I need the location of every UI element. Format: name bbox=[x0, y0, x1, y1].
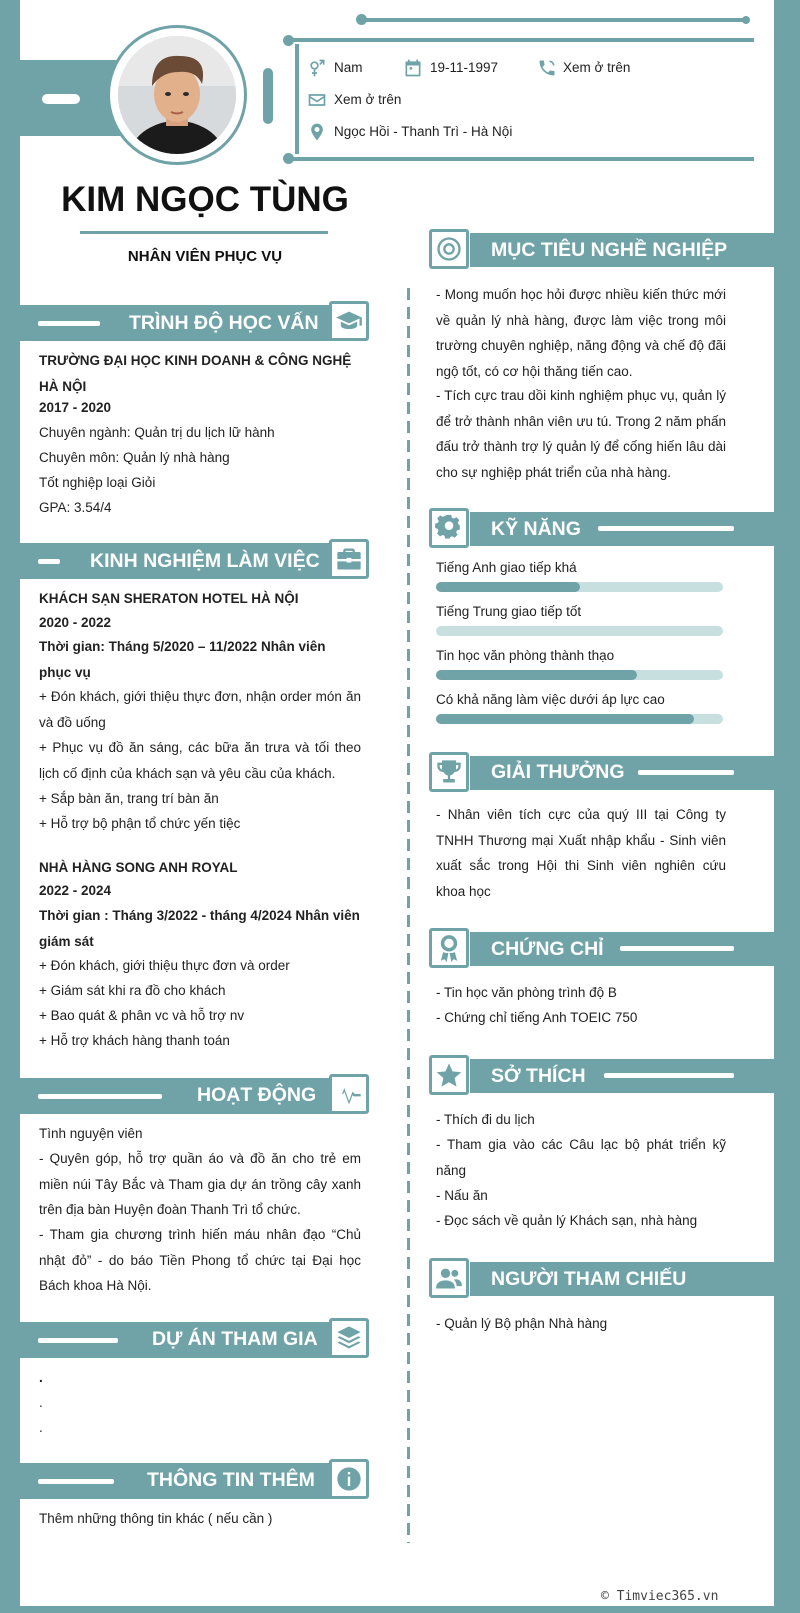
header-line-bottom bbox=[289, 157, 754, 161]
header-dot bbox=[742, 16, 750, 24]
activity-item: - Quyên góp, hỗ trợ quần áo và đồ ăn cho trẻ em miền núi Tây Bắc và Tham gia dự án trồng cây xanh trên địa bàn Huyện đoàn Thanh Trì tổ chức. bbox=[39, 1151, 361, 1217]
job-company: KHÁCH SẠN SHERATON HOTEL HÀ NỘI bbox=[39, 591, 299, 606]
references-title: NGƯỜI THAM CHIẾU bbox=[491, 1268, 687, 1290]
extra-text: Thêm những thông tin khác ( nếu cần ) bbox=[39, 1511, 273, 1526]
certificate-item: - Chứng chỉ tiếng Anh TOEIC 750 bbox=[436, 1010, 638, 1025]
header-white-line bbox=[604, 1073, 734, 1078]
info-icon bbox=[329, 1459, 369, 1499]
job-task: + Bao quát & phân vc và hỗ trợ nv bbox=[39, 1008, 245, 1023]
certificate-item: - Tin học văn phòng trình độ B bbox=[436, 985, 617, 1000]
awards-title: GIẢI THƯỞNG bbox=[491, 761, 625, 783]
heartbeat-icon bbox=[329, 1074, 369, 1114]
skill-fill bbox=[436, 670, 637, 680]
hobby-item: - Tham gia vào các Câu lạc bộ phát triển kỹ năng bbox=[436, 1137, 726, 1178]
job-task: + Giám sát khi ra đồ cho khách bbox=[39, 983, 226, 998]
activity-item: Tình nguyện viên bbox=[39, 1126, 143, 1141]
education-years: 2017 - 2020 bbox=[39, 400, 112, 415]
job-time: Thời gian: Tháng 5/2020 – 11/2022 Nhân viên phục vụ bbox=[39, 639, 326, 680]
header-white-line bbox=[38, 1094, 162, 1099]
project-item: . bbox=[39, 1420, 43, 1435]
education-grade: Tốt nghiệp loại Giỏi bbox=[39, 475, 156, 490]
job-years: 2022 - 2024 bbox=[39, 883, 112, 898]
briefcase-icon bbox=[329, 539, 369, 579]
projects-title: DỰ ÁN THAM GIA bbox=[152, 1328, 318, 1350]
frame-right bbox=[774, 0, 800, 1613]
phone-icon bbox=[537, 58, 557, 83]
certificate-icon bbox=[429, 928, 469, 968]
users-icon bbox=[429, 1258, 469, 1298]
header-dot bbox=[283, 153, 294, 164]
hobbies-title: SỞ THÍCH bbox=[491, 1065, 586, 1087]
education-specialty: Chuyên môn: Quản lý nhà hàng bbox=[39, 450, 230, 465]
phone-text: Xem ở trên bbox=[563, 60, 631, 75]
reference-item: - Quản lý Bộ phận Nhà hàng bbox=[436, 1316, 608, 1331]
header-dot bbox=[283, 35, 294, 46]
activity-item: - Tham gia chương trình hiến máu nhân đạo “Chủ nhật đỏ” - do báo Tiền Phong tổ chức tại Đại học Bách khoa Hà Nội. bbox=[39, 1227, 361, 1293]
skill-track bbox=[436, 582, 723, 592]
objective-text: - Mong muốn học hỏi được nhiều kiến thức mới về quản lý nhà hàng, được làm việc trong môi trường chuyên nghiệp, năng động và chế độ đãi ngộ tốt, có cơ hội thăng tiến cao. bbox=[436, 287, 726, 379]
email-icon bbox=[307, 90, 327, 115]
skill-track bbox=[436, 626, 723, 636]
job-company: NHÀ HÀNG SONG ANH ROYAL bbox=[39, 860, 238, 875]
candidate-name: KIM NGỌC TÙNG bbox=[61, 180, 349, 219]
watermark: © Timviec365.vn bbox=[601, 1589, 719, 1604]
header-line-top bbox=[362, 18, 748, 22]
frame-left bbox=[0, 0, 20, 1613]
objective-title: MỤC TIÊU NGHỀ NGHIỆP bbox=[491, 239, 728, 261]
activities-title: HOẠT ĐỘNG bbox=[197, 1084, 317, 1106]
header-white-line bbox=[38, 1479, 114, 1484]
job-years: 2020 - 2022 bbox=[39, 615, 112, 630]
column-divider bbox=[407, 288, 410, 1543]
avatar bbox=[118, 36, 236, 154]
gender-icon bbox=[307, 58, 327, 83]
education-gpa: GPA: 3.54/4 bbox=[39, 500, 112, 515]
header-white-line bbox=[598, 526, 734, 531]
certificates-title: CHỨNG CHỈ bbox=[491, 938, 604, 960]
header-white-line bbox=[638, 770, 734, 775]
birthday-text: 19-11-1997 bbox=[430, 60, 499, 75]
education-title: TRÌNH ĐỘ HỌC VẤN bbox=[129, 312, 319, 334]
email-text: Xem ở trên bbox=[334, 92, 402, 107]
skill-label: Tiếng Anh giao tiếp khá bbox=[436, 560, 577, 575]
extra-title: THÔNG TIN THÊM bbox=[147, 1469, 315, 1491]
job-time: Thời gian : Tháng 3/2022 - tháng 4/2024 Nhân viên giám sát bbox=[39, 908, 360, 949]
graduation-cap-icon bbox=[329, 301, 369, 341]
frame-bottom bbox=[0, 1606, 800, 1613]
header-dot bbox=[356, 14, 367, 25]
header-line-mid bbox=[289, 38, 754, 42]
skill-label: Tin học văn phòng thành thạo bbox=[436, 648, 615, 663]
header-white-line bbox=[620, 946, 734, 951]
address-text: Ngọc Hồi - Thanh Trì - Hà Nội bbox=[334, 124, 513, 139]
job-task: + Hỗ trợ bộ phận tổ chức yến tiệc bbox=[39, 816, 241, 831]
hobby-item: - Nấu ăn bbox=[436, 1188, 488, 1203]
project-item: . bbox=[39, 1370, 43, 1385]
target-icon bbox=[429, 229, 469, 269]
skill-track bbox=[436, 670, 723, 680]
skill-label: Tiếng Trung giao tiếp tốt bbox=[436, 604, 582, 619]
trophy-icon bbox=[429, 752, 469, 792]
awards-text: - Nhân viên tích cực của quý III tại Công ty TNHH Thương mại Xuất nhập khẩu - Sinh viên xuất sắc trong Hội thi Sinh viên nghiên cứu khoa học bbox=[436, 807, 726, 899]
star-icon bbox=[429, 1055, 469, 1095]
job-task: + Hỗ trợ khách hàng thanh toán bbox=[39, 1033, 230, 1048]
location-icon bbox=[307, 122, 327, 147]
header-white-line bbox=[38, 321, 100, 326]
name-underline bbox=[80, 231, 328, 234]
header-pill bbox=[263, 68, 273, 124]
job-task: + Sắp bàn ăn, trang trí bàn ăn bbox=[39, 791, 219, 806]
education-school: TRƯỜNG ĐẠI HỌC KINH DOANH & CÔNG NGHỆ HÀ NỘI bbox=[39, 353, 352, 394]
gear-icon bbox=[429, 508, 469, 548]
header-white-line bbox=[38, 559, 60, 564]
hobby-item: - Thích đi du lịch bbox=[436, 1112, 535, 1127]
job-task: + Đón khách, giới thiệu thực đơn và order bbox=[39, 958, 290, 973]
skill-fill bbox=[436, 714, 694, 724]
project-item: . bbox=[39, 1395, 43, 1410]
skill-track bbox=[436, 714, 723, 724]
education-major: Chuyên ngành: Quản trị du lịch lữ hành bbox=[39, 425, 275, 440]
job-position: NHÂN VIÊN PHỤC VỤ bbox=[127, 248, 283, 265]
skill-label: Có khả năng làm việc dưới áp lực cao bbox=[436, 692, 665, 707]
header-white-line bbox=[38, 1338, 118, 1343]
experience-title: KINH NGHIỆM LÀM VIỆC bbox=[90, 550, 320, 572]
skill-fill bbox=[436, 582, 580, 592]
calendar-icon bbox=[403, 58, 423, 83]
layers-icon bbox=[329, 1318, 369, 1358]
skills-title: KỸ NĂNG bbox=[491, 518, 581, 540]
job-task: + Đón khách, giới thiệu thực đơn, nhận order món ăn và đồ uống bbox=[39, 689, 361, 730]
gender-text: Nam bbox=[334, 60, 363, 75]
hobby-item: - Đọc sách về quản lý Khách sạn, nhà hàng bbox=[436, 1213, 698, 1228]
objective-text: - Tích cực trau dồi kinh nghiệm phục vụ, quản lý để trở thành nhân viên ưu tú. Trong 2 năm phấn đấu trở thành trợ lý quản lý để cống hiến lâu dài cho sự nghiệp phát triển của nhà hàng. bbox=[436, 388, 726, 480]
header-white-pill bbox=[42, 94, 80, 104]
job-task: + Phục vụ đồ ăn sáng, các bữa ăn trưa và tối theo lịch cố định của khách sạn và yêu cầu của khách. bbox=[39, 740, 361, 781]
header-line-vertical bbox=[295, 44, 299, 154]
